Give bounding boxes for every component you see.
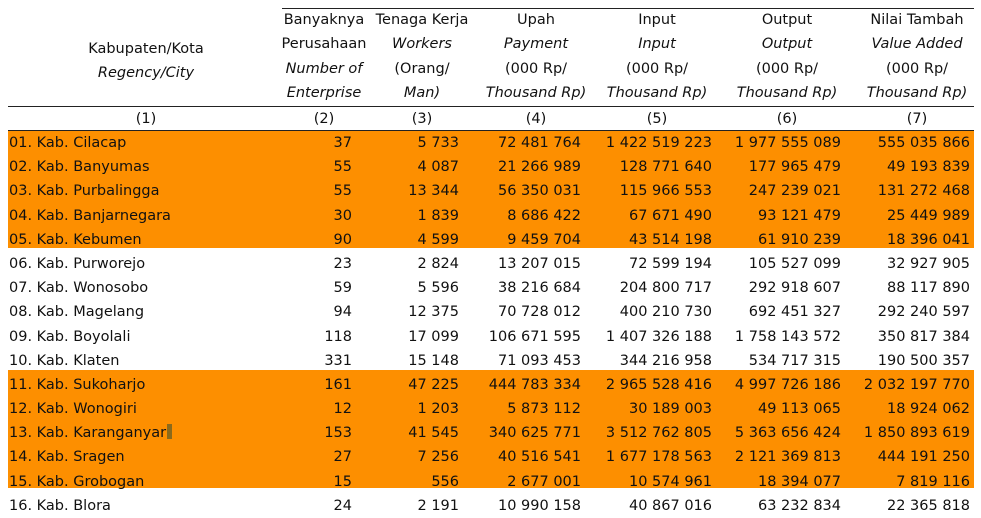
header-workers-unit-2: Man) bbox=[403, 84, 441, 101]
cell-value-added: 555 035 866 bbox=[877, 135, 970, 151]
table-row bbox=[0, 397, 981, 421]
cell-payment: 72 481 764 bbox=[497, 135, 581, 151]
cell-input: 10 574 961 bbox=[628, 473, 712, 490]
header-payment-id: Upah bbox=[517, 12, 555, 28]
cell-value-added: 88 117 890 bbox=[886, 280, 970, 297]
header-output-id: Output bbox=[761, 12, 813, 28]
cell-enterprises: 27 bbox=[333, 449, 352, 466]
table-row bbox=[0, 349, 981, 373]
cell-input: 30 189 003 bbox=[628, 401, 712, 418]
cell-enterprises: 153 bbox=[324, 425, 352, 442]
cell-output: 5 363 656 424 bbox=[734, 425, 841, 442]
regency-name bbox=[9, 228, 142, 252]
regency-name-text: 03. Kab. Purbalingga bbox=[9, 183, 160, 200]
regency-name-text: 16. Kab. Blora bbox=[9, 497, 111, 514]
cell-workers: 4 599 bbox=[417, 231, 459, 248]
cell-payment: 56 350 031 bbox=[497, 183, 581, 200]
cell-input: 3 512 762 805 bbox=[605, 425, 712, 442]
cell-enterprises: 30 bbox=[333, 207, 352, 224]
cell-enterprises: 37 bbox=[333, 135, 352, 151]
regency-name bbox=[9, 300, 144, 324]
header-value-added-id: Nilai Tambah bbox=[870, 12, 964, 28]
table-row bbox=[0, 204, 981, 228]
header-input-unit-2: Thousand Rp) bbox=[606, 84, 708, 101]
header-payment-unit-2: Thousand Rp) bbox=[485, 84, 587, 101]
column-number-5: (5) bbox=[646, 111, 668, 127]
regency-name bbox=[9, 131, 126, 155]
header-regency-id: Kabupaten/Kota bbox=[88, 41, 204, 57]
table-row bbox=[0, 470, 981, 494]
cell-workers: 13 344 bbox=[408, 183, 459, 200]
regency-name-text: 04. Kab. Banjarnegara bbox=[9, 207, 171, 224]
cell-payment: 71 093 453 bbox=[497, 352, 581, 369]
regency-name bbox=[9, 470, 144, 494]
cell-enterprises: 59 bbox=[333, 280, 352, 297]
regency-name-text: 13. Kab. Karanganyar bbox=[9, 425, 167, 442]
regency-name bbox=[9, 397, 137, 421]
cell-workers: 556 bbox=[431, 473, 459, 490]
cell-workers: 17 099 bbox=[408, 328, 459, 345]
column-number-4: (4) bbox=[525, 111, 547, 127]
cell-input: 67 671 490 bbox=[628, 207, 712, 224]
cell-value-added: 350 817 384 bbox=[877, 328, 970, 345]
cell-workers: 1 839 bbox=[417, 207, 459, 224]
cell-value-added: 1 850 893 619 bbox=[863, 425, 970, 442]
table-header bbox=[0, 8, 981, 108]
cell-output: 2 121 369 813 bbox=[734, 449, 841, 466]
regency-name-text: 07. Kab. Wonosobo bbox=[9, 280, 149, 297]
header-input-id: Input bbox=[638, 12, 676, 28]
cell-value-added: 18 396 041 bbox=[886, 231, 970, 248]
cell-enterprises: 55 bbox=[333, 159, 352, 176]
cell-workers: 15 148 bbox=[408, 352, 459, 369]
cell-payment: 444 783 334 bbox=[488, 376, 581, 393]
table-row bbox=[0, 445, 981, 469]
cell-output: 4 997 726 186 bbox=[734, 376, 841, 393]
header-value-added-en: Value Added bbox=[871, 36, 963, 53]
cell-value-added: 22 365 818 bbox=[886, 497, 970, 514]
regency-name bbox=[9, 325, 130, 349]
cell-value-added: 49 193 839 bbox=[886, 159, 970, 176]
column-number-7: (7) bbox=[906, 111, 928, 127]
cell-payment: 38 216 684 bbox=[497, 280, 581, 297]
cell-output: 534 717 315 bbox=[748, 352, 841, 369]
cell-enterprises: 15 bbox=[333, 473, 352, 490]
cell-enterprises: 24 bbox=[333, 497, 352, 514]
cell-enterprises: 12 bbox=[333, 401, 352, 418]
cell-value-added: 2 032 197 770 bbox=[863, 376, 970, 393]
cell-output: 1 758 143 572 bbox=[734, 328, 841, 345]
header-workers-unit-1: (Orang/ bbox=[394, 60, 450, 77]
header-workers-en: Workers bbox=[391, 36, 452, 53]
header-output-unit-2: Thousand Rp) bbox=[736, 84, 838, 101]
cell-enterprises: 331 bbox=[324, 352, 352, 369]
column-number-2: (2) bbox=[313, 111, 335, 127]
cell-output: 61 910 239 bbox=[757, 231, 841, 248]
table-row bbox=[0, 155, 981, 179]
cell-payment: 13 207 015 bbox=[497, 255, 581, 272]
header-workers-id: Tenaga Kerja bbox=[375, 12, 469, 28]
regency-name-text: 14. Kab. Sragen bbox=[9, 449, 125, 466]
table-row bbox=[0, 228, 981, 252]
header-enterprises bbox=[278, 8, 370, 105]
cell-payment: 40 516 541 bbox=[497, 449, 581, 466]
regency-name bbox=[9, 421, 172, 445]
header-rule bbox=[8, 106, 974, 107]
regency-name bbox=[9, 204, 171, 228]
cell-output: 18 394 077 bbox=[757, 473, 841, 490]
regency-name bbox=[9, 445, 125, 469]
regency-name-text: 06. Kab. Purworejo bbox=[9, 255, 146, 272]
cell-enterprises: 94 bbox=[333, 304, 352, 321]
header-output-en: Output bbox=[761, 36, 813, 53]
cell-payment: 2 677 001 bbox=[507, 473, 581, 490]
header-input bbox=[598, 8, 716, 105]
regency-name-text: 11. Kab. Sukoharjo bbox=[9, 376, 146, 393]
cell-enterprises: 161 bbox=[324, 376, 352, 393]
cell-workers: 2 824 bbox=[417, 255, 459, 272]
cell-input: 128 771 640 bbox=[619, 159, 712, 176]
cell-value-added: 444 191 250 bbox=[877, 449, 970, 466]
regency-name bbox=[9, 252, 145, 276]
table-row bbox=[0, 179, 981, 203]
header-enterprises-en-2: Enterprise bbox=[286, 84, 362, 101]
cell-output: 247 239 021 bbox=[748, 183, 841, 200]
cell-input: 400 210 730 bbox=[619, 304, 712, 321]
header-enterprises-id-1: Banyaknya bbox=[283, 12, 365, 28]
header-input-unit-1: (000 Rp/ bbox=[625, 60, 689, 77]
cell-input: 204 800 717 bbox=[619, 280, 712, 297]
cell-value-added: 190 500 357 bbox=[877, 352, 970, 369]
regency-name-text: 08. Kab. Magelang bbox=[9, 304, 145, 321]
regency-name-text: 12. Kab. Wonogiri bbox=[9, 401, 137, 418]
regency-name-text: 10. Kab. Klaten bbox=[9, 352, 120, 369]
table-row bbox=[0, 494, 981, 518]
cell-enterprises: 90 bbox=[333, 231, 352, 248]
header-output-unit-1: (000 Rp/ bbox=[755, 60, 819, 77]
cell-workers: 5 733 bbox=[417, 135, 459, 151]
cell-workers: 47 225 bbox=[408, 376, 459, 393]
regency-name bbox=[9, 494, 111, 518]
cell-value-added: 32 927 905 bbox=[886, 255, 970, 272]
cell-workers: 2 191 bbox=[417, 497, 459, 514]
table-row bbox=[0, 276, 981, 300]
header-payment bbox=[474, 8, 598, 105]
header-regency-en: Regency/City bbox=[97, 65, 195, 82]
table-row bbox=[0, 421, 981, 445]
cell-payment: 106 671 595 bbox=[488, 328, 581, 345]
table-body bbox=[0, 131, 981, 518]
cell-workers: 7 256 bbox=[417, 449, 459, 466]
cell-enterprises: 55 bbox=[333, 183, 352, 200]
cell-value-added: 18 924 062 bbox=[886, 401, 970, 418]
column-number-1: (1) bbox=[135, 111, 157, 127]
header-regency bbox=[66, 37, 226, 86]
cell-payment: 70 728 012 bbox=[497, 304, 581, 321]
cell-workers: 1 203 bbox=[417, 401, 459, 418]
header-enterprises-id-2: Perusahaan bbox=[281, 36, 367, 53]
regency-name-text: 05. Kab. Kebumen bbox=[9, 231, 142, 248]
regency-name-text: 15. Kab. Grobogan bbox=[9, 473, 145, 490]
cell-value-added: 25 449 989 bbox=[886, 207, 970, 224]
column-numbers bbox=[0, 108, 981, 130]
header-value-added bbox=[856, 8, 978, 105]
column-number-3: (3) bbox=[411, 111, 433, 127]
regency-name-text: 01. Kab. Cilacap bbox=[9, 135, 127, 151]
cell-input: 1 677 178 563 bbox=[605, 449, 712, 466]
header-value-added-unit-2: Thousand Rp) bbox=[866, 84, 968, 101]
table-row bbox=[0, 300, 981, 324]
cell-input: 43 514 198 bbox=[628, 231, 712, 248]
cell-value-added: 292 240 597 bbox=[877, 304, 970, 321]
cell-workers: 5 596 bbox=[417, 280, 459, 297]
cell-value-added: 131 272 468 bbox=[877, 183, 970, 200]
regency-name bbox=[9, 179, 160, 203]
cell-output: 292 918 607 bbox=[748, 280, 841, 297]
cell-enterprises: 118 bbox=[324, 328, 352, 345]
cell-workers: 12 375 bbox=[408, 304, 459, 321]
cell-enterprises: 23 bbox=[333, 255, 352, 272]
cell-output: 1 977 555 089 bbox=[734, 135, 841, 151]
cell-payment: 5 873 112 bbox=[507, 401, 581, 418]
header-output bbox=[726, 8, 848, 105]
regency-name-text: 09. Kab. Boyolali bbox=[9, 328, 131, 345]
cell-output: 49 113 065 bbox=[757, 401, 841, 418]
header-enterprises-en-1: Number of bbox=[285, 60, 363, 77]
cell-output: 692 451 327 bbox=[748, 304, 841, 321]
cell-input: 40 867 016 bbox=[628, 497, 712, 514]
cell-workers: 4 087 bbox=[417, 159, 459, 176]
regency-name bbox=[9, 373, 145, 397]
regency-name bbox=[9, 349, 119, 373]
table-row bbox=[0, 325, 981, 349]
table-row bbox=[0, 373, 981, 397]
table-row bbox=[0, 131, 981, 155]
regency-name bbox=[9, 155, 150, 179]
cell-output: 105 527 099 bbox=[748, 255, 841, 272]
cell-value-added: 7 819 116 bbox=[896, 473, 970, 490]
cell-output: 93 121 479 bbox=[757, 207, 841, 224]
cell-payment: 8 686 422 bbox=[507, 207, 581, 224]
header-payment-unit-1: (000 Rp/ bbox=[504, 60, 568, 77]
cell-input: 1 422 519 223 bbox=[605, 135, 712, 151]
column-number-6: (6) bbox=[776, 111, 798, 127]
table-row bbox=[0, 252, 981, 276]
header-workers bbox=[370, 8, 474, 105]
cell-payment: 9 459 704 bbox=[507, 231, 581, 248]
cell-input: 2 965 528 416 bbox=[605, 376, 712, 393]
cell-output: 177 965 479 bbox=[748, 159, 841, 176]
header-payment-en: Payment bbox=[503, 36, 569, 53]
cell-input: 344 216 958 bbox=[619, 352, 712, 369]
cell-input: 115 966 553 bbox=[619, 183, 712, 200]
cell-payment: 10 990 158 bbox=[497, 497, 581, 514]
cell-input: 72 599 194 bbox=[628, 255, 712, 272]
regency-name bbox=[9, 276, 148, 300]
cell-output: 63 232 834 bbox=[757, 497, 841, 514]
cell-payment: 21 266 989 bbox=[497, 159, 581, 176]
regency-name-text: 02. Kab. Banyumas bbox=[9, 159, 150, 176]
header-value-added-unit-1: (000 Rp/ bbox=[885, 60, 949, 77]
text-cursor bbox=[167, 424, 172, 439]
cell-input: 1 407 326 188 bbox=[605, 328, 712, 345]
cell-payment: 340 625 771 bbox=[488, 425, 581, 442]
header-input-en: Input bbox=[638, 36, 676, 53]
cell-workers: 41 545 bbox=[408, 425, 459, 442]
